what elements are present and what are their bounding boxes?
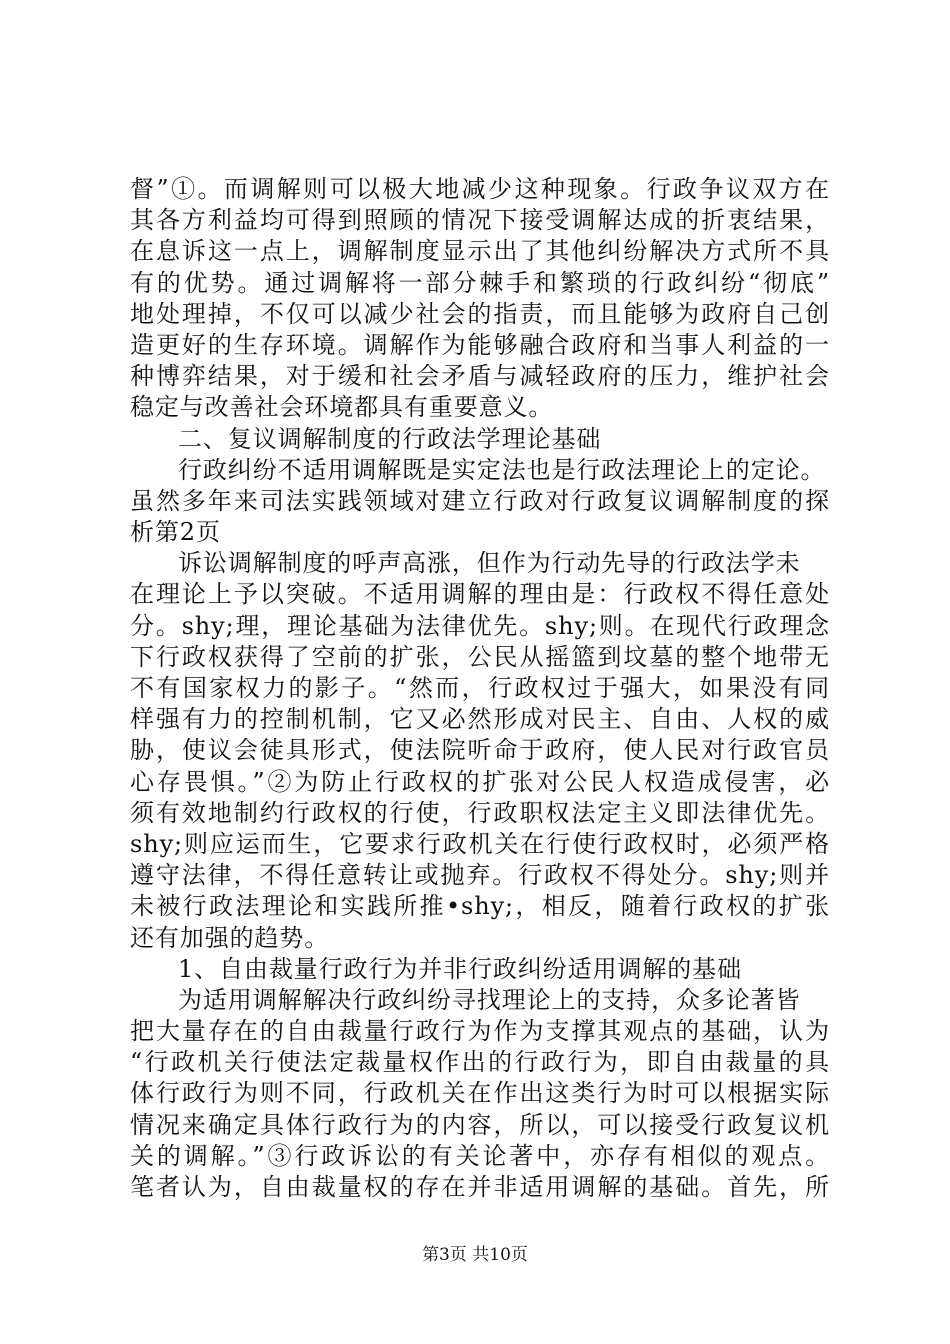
text-line: 种博弈结果，对于缓和社会矛盾与减轻政府的压力，维护社会 [130, 362, 830, 391]
text-line: 为适用调解解决行政纠纷寻找理论上的支持，众多论著皆 [178, 985, 801, 1014]
text-line: 情况来确定具体行政行为的内容，所以，可以接受行政复议机 [130, 1110, 830, 1139]
text-line: 还有加强的趋势。 [130, 923, 330, 952]
text-line: 在理论上予以突破。不适用调解的理由是：行政权不得任意处 [130, 580, 830, 609]
text-line: 析第2页 [130, 518, 221, 547]
text-line: 体行政行为则不同，行政机关在作出这类行为时可以根据实际 [130, 1079, 830, 1108]
page-number-footer: 第3页 共10页 [422, 1245, 528, 1265]
section-heading: 1、自由裁量行政行为并非行政纠纷适用调解的基础 [178, 954, 742, 983]
text-line: 胁，使议会徒具形式，使法院听命于政府，使人民对行政官员 [130, 736, 830, 765]
text-line: 造更好的生存环境。调解作为能够融合政府和当事人利益的一 [130, 330, 830, 359]
text-line: 遵守法律，不得任意转让或抛弃。行政权不得处分。shy;则并 [130, 861, 830, 890]
text-line: 督”①。而调解则可以极大地减少这种现象。行政争议双方在 [130, 175, 830, 203]
text-line: 虽然多年来司法实践领域对建立行政对行政复议调解制度的探 [130, 486, 830, 515]
text-line: 稳定与改善社会环境都具有重要意义。 [130, 393, 554, 422]
text-line: 须有效地制约行政权的行使，行政职权法定主义即法律优先。 [130, 798, 830, 827]
text-line: 诉讼调解制度的呼声高涨，但作为行动先导的行政法学未 [178, 549, 801, 578]
section-heading: 二、复议调解制度的行政法学理论基础 [178, 424, 602, 453]
text-line: 心存畏惧。”②为防止行政权的扩张对公民人权造成侵害，必 [130, 767, 830, 796]
text-line: 其各方利益均可得到照顾的情况下接受调解达成的折衷结果， [130, 206, 830, 235]
text-line: 地处理掉，不仅可以减少社会的指责，而且能够为政府自己创 [130, 299, 830, 328]
body-text [130, 174, 830, 1203]
text-line: 分。shy;理，理论基础为法律优先。shy;则。在现代行政理念 [130, 611, 830, 640]
text-line: 有的优势。通过调解将一部分棘手和繁琐的行政纠纷“彻底” [130, 268, 830, 297]
text-line: shy;则应运而生，它要求行政机关在行使行政权时，必须严格 [130, 829, 830, 858]
text-line: “行政机关行使法定裁量权作出的行政行为，即自由裁量的具 [130, 1048, 830, 1077]
text-line: 笔者认为，自由裁量权的存在并非适用调解的基础。首先，所 [130, 1173, 830, 1201]
text-line: 把大量存在的自由裁量行政行为作为支撑其观点的基础，认为 [130, 1017, 830, 1046]
text-line: 样强有力的控制机制，它又必然形成对民主、自由、人权的威 [130, 705, 830, 734]
text-line: 不有国家权力的影子。“然而，行政权过于强大，如果没有同 [130, 674, 830, 702]
text-line: 未被行政法理论和实践所推•shy;，相反，随着行政权的扩张 [130, 892, 830, 921]
text-line: 行政纠纷不适用调解既是实定法也是行政法理论上的定论。 [178, 455, 826, 484]
text-line: 关的调解。”③行政诉讼的有关论著中，亦存有相似的观点。 [130, 1141, 830, 1170]
text-line: 下行政权获得了空前的扩张，公民从摇篮到坟墓的整个地带无 [130, 642, 830, 671]
text-line: 在息诉这一点上，调解制度显示出了其他纠纷解决方式所不具 [130, 237, 830, 266]
